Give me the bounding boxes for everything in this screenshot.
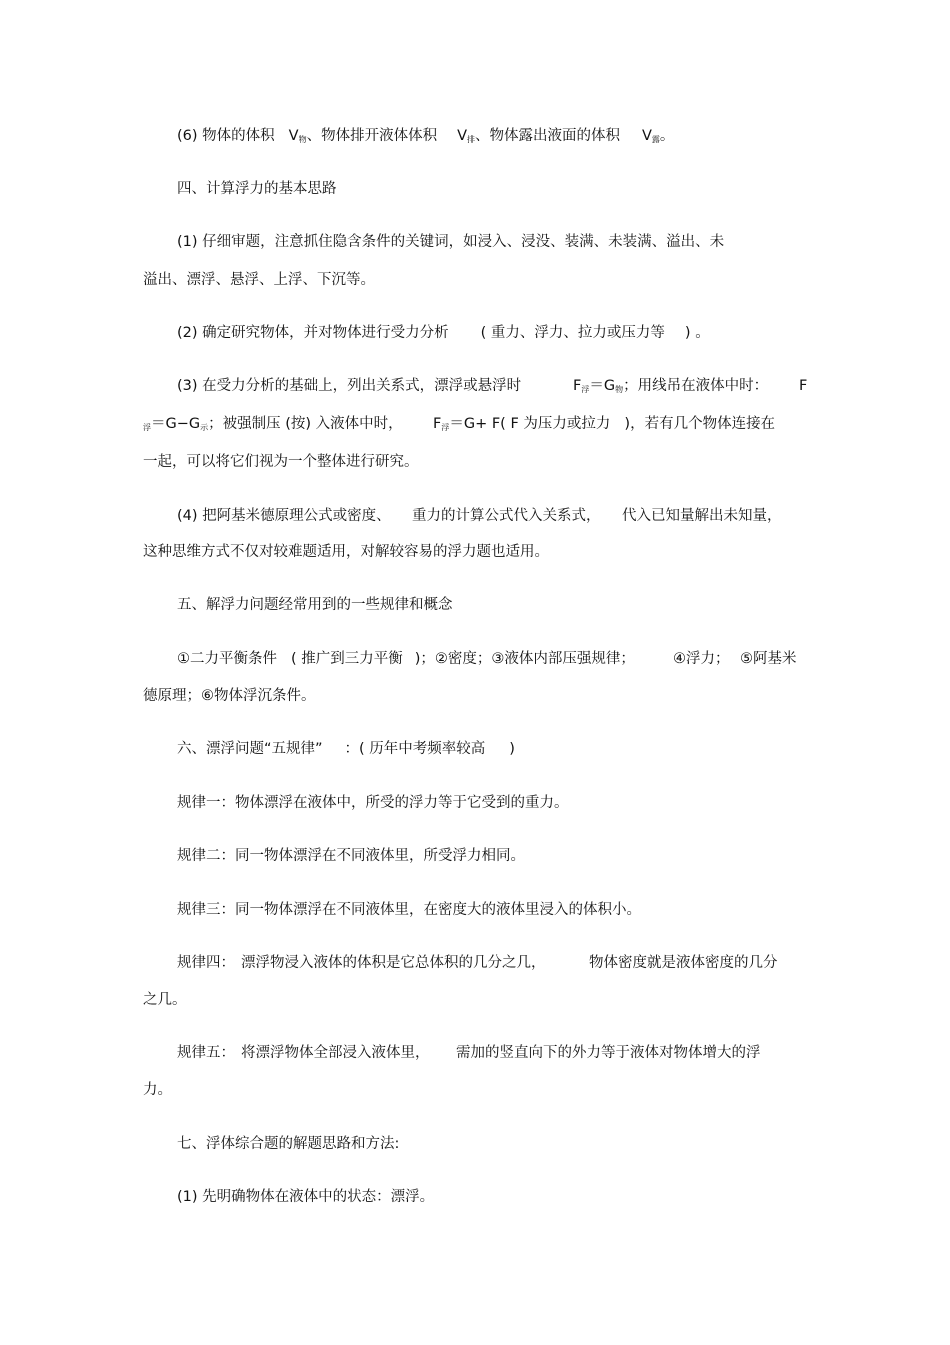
formula: $F_浮=G_物$；用线吊在液体中时：: [573, 378, 769, 394]
formula: F: [799, 378, 808, 394]
section-heading: 七、浮体综合题的解题思路和方法:: [177, 1136, 400, 1152]
rule-line: 物体密度就是液体密度的几分: [589, 955, 778, 971]
text-line: (2) 确定研究物体，并对物体进行受力分析 ( 重力、浮力、拉力或压力等 ) 。: [177, 325, 710, 341]
rule-line: 之几。: [143, 992, 187, 1008]
text-line: (6) 物体的体积 $V_物$、物体排开液体体积 $V_排$、物体露出液面的体积 $V_露$。: [177, 128, 675, 144]
rule-line: 规律一：物体漂浮在液体中，所受的浮力等于它受到的重力。: [177, 795, 569, 811]
section-heading: 四、计算浮力的基本思路: [177, 181, 337, 197]
rule-line: 力。: [143, 1082, 172, 1098]
text-line: 这种思维方式不仅对较难题适用，对解较容易的浮力题也适用。: [143, 544, 549, 560]
rule-line: 将漂浮物体全部浸入液体里，: [241, 1045, 430, 1061]
text-line: 代入已知量解出未知量，: [622, 508, 782, 524]
rule-line: 规律五：: [177, 1045, 235, 1061]
rule-line: 需加的竖直向下的外力等于液体对物体增大的浮: [456, 1045, 761, 1061]
text-line: 溢出、漂浮、悬浮、上浮、下沉等。: [143, 272, 375, 288]
text-line: (1) 先明确物体在液体中的状态：漂浮。: [177, 1189, 435, 1205]
text-line: ④浮力；: [673, 651, 730, 667]
text-line: (3) 在受力分析的基础上，列出关系式，漂浮或悬浮时: [177, 378, 522, 394]
rule-line: 规律二：同一物体漂浮在不同液体里，所受浮力相同。: [177, 848, 525, 864]
section-heading: 五、解浮力问题经常用到的一些规律和概念: [177, 597, 453, 613]
text-line: (1) 仔细审题，注意抓住隐含条件的关键词，如浸入、浸没、装满、未装满、溢出、未: [177, 234, 725, 250]
rule-line: 规律三：同一物体漂浮在不同液体里，在密度大的液体里浸入的体积小。: [177, 902, 641, 918]
text-line: (4) 把阿基米德原理公式或密度、: [177, 508, 391, 524]
rule-line: 漂浮物浸入液体的体积是它总体积的几分之几，: [241, 955, 546, 971]
text-line: 德原理；⑥物体浮沉条件。: [143, 688, 316, 704]
section-heading: 六、漂浮问题“五规律” ：( 历年中考频率较高 ): [177, 741, 515, 757]
formula: $F_浮=G+ F$( F 为压力或拉力 )，若有几个物体连接在: [433, 416, 776, 432]
text-line: 重力的计算公式代入关系式，: [412, 508, 601, 524]
text-line: $_浮=G-G_示$；被强制压 (按) 入液体中时，: [143, 416, 403, 432]
text-line: ⑤阿基米: [740, 651, 797, 667]
text-line: ①二力平衡条件 ( 推广到三力平衡 )；②密度；③液体内部压强规律；: [177, 651, 635, 667]
text-line: 一起，可以将它们视为一个整体进行研究。: [143, 454, 419, 470]
rule-line: 规律四：: [177, 955, 235, 971]
